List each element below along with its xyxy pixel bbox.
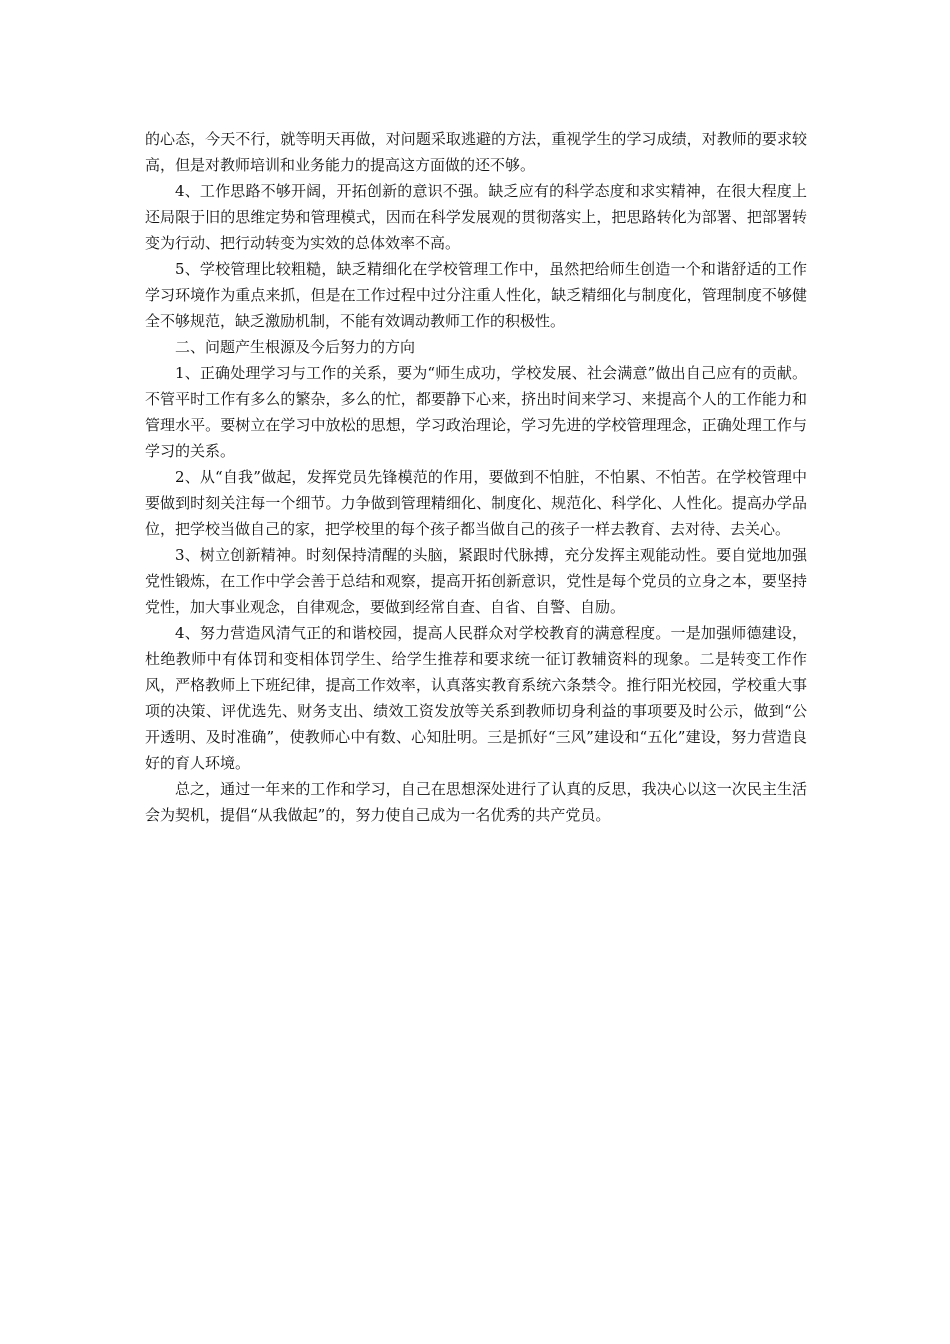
paragraph-direction-2: 2、从“自我”做起，发挥党员先锋模范的作用，要做到不怕脏，不怕累、不怕苦。在学校管理中要做到时刻关注每一个细节。力争做到管理精细化、制度化、规范化、科学化、人性化。提高办学品位，把学校当做自己的家，把学校里的每个孩子都当做自己的孩子一样去教育、去对待、去关心。 bbox=[145, 468, 807, 538]
paragraph-problem-4: 4、工作思路不够开阔，开拓创新的意识不强。缺乏应有的科学态度和求实精神，在很大程度上还局限于旧的思维定势和管理模式，因而在科学发展观的贯彻落实上，把思路转化为部署、把部署转变为行动、把行动转变为实效的总体效率不高。 bbox=[145, 182, 807, 252]
paragraph-direction-3: 3、树立创新精神。时刻保持清醒的头脑，紧跟时代脉搏，充分发挥主观能动性。要自觉地加强党性锻炼，在工作中学会善于总结和观察，提高开拓创新意识，党性是每个党员的立身之本，要坚持党性，加大事业观念，自律观念，要做到经常自查、自省、自警、自励。 bbox=[145, 546, 807, 616]
paragraph-conclusion: 总之，通过一年来的工作和学习，自己在思想深处进行了认真的反思，我决心以这一次民主生活会为契机，提倡“从我做起”的，努力使自己成为一名优秀的共产党员。 bbox=[145, 780, 807, 824]
paragraph-direction-1: 1、正确处理学习与工作的关系，要为“师生成功，学校发展、社会满意”做出自己应有的贡献。不管平时工作有多么的繁杂，多么的忙，都要静下心来，挤出时间来学习、来提高个人的工作能力和管理水平。要树立在学习中放松的思想，学习政治理论，学习先进的学校管理理念，正确处理工作与学习的关系。 bbox=[145, 364, 807, 460]
document-body bbox=[145, 126, 807, 828]
section-heading: 二、问题产生根源及今后努力的方向 bbox=[175, 338, 416, 356]
paragraph-problem-5: 5、学校管理比较粗糙，缺乏精细化在学校管理工作中，虽然把给师生创造一个和谐舒适的工作学习环境作为重点来抓，但是在工作过程中过分注重人性化，缺乏精细化与制度化，管理制度不够健全不够规范，缺乏激励机制，不能有效调动教师工作的积极性。 bbox=[145, 260, 807, 330]
paragraph-continuation: 的心态，今天不行，就等明天再做，对问题采取逃避的方法，重视学生的学习成绩，对教师的要求较高，但是对教师培训和业务能力的提高这方面做的还不够。 bbox=[145, 130, 807, 174]
paragraph-direction-4: 4、努力营造风清气正的和谐校园，提高人民群众对学校教育的满意程度。一是加强师德建设，杜绝教师中有体罚和变相体罚学生、给学生推荐和要求统一征订教辅资料的现象。二是转变工作作风，严格教师上下班纪律，提高工作效率，认真落实教育系统六条禁令。推行阳光校园，学校重大事项的决策、评优选先、财务支出、绩效工资发放等关系到教师切身利益的事项要及时公示，做到“公开透明、及时准确”，使教师心中有数、心知肚明。三是抓好“三风”建设和“五化”建设，努力营造良好的育人环境。 bbox=[145, 624, 807, 772]
